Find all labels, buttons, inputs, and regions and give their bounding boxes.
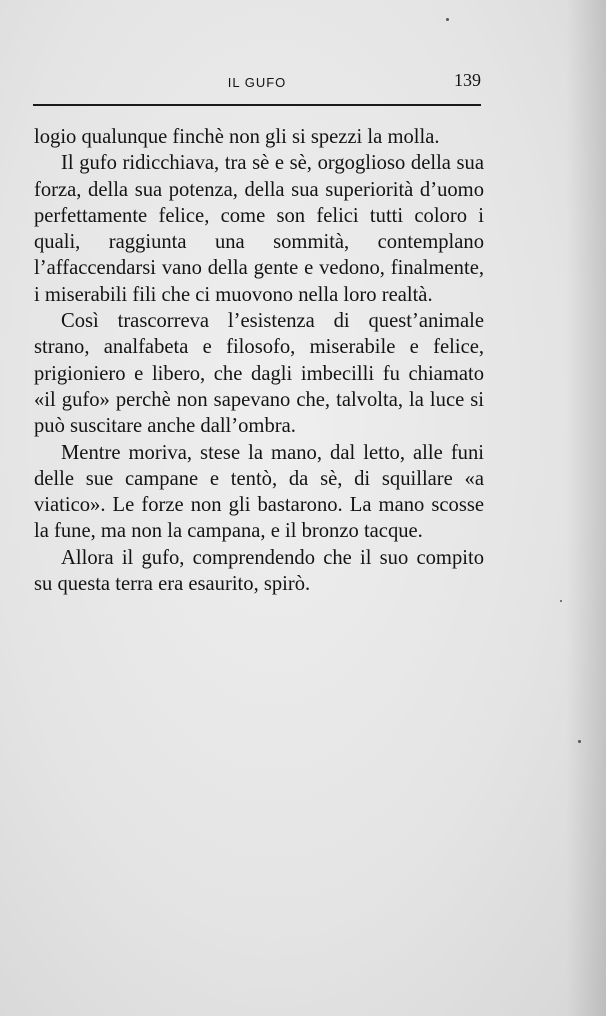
body-text	[34, 124, 484, 597]
page-header	[33, 70, 481, 96]
page-edge-shadow	[566, 0, 606, 1016]
paragraph: Mentre moriva, stese la mano, dal letto, alle funi delle sue campane e tentò, da sè, di squillare «a viatico». Le forze non gli bastarono. La mano scosse la fune, ma non la campana, e il bronzo tacque.	[34, 441, 484, 543]
running-head: IL GUFO	[227, 75, 287, 90]
header-rule	[33, 104, 481, 106]
paper-speck	[446, 18, 449, 21]
page-number: 139	[454, 70, 481, 90]
paragraph: logio qualunque finchè non gli si spezzi la molla.	[34, 126, 440, 148]
paragraph: Così trascorreva l’esistenza di quest’animale strano, analfabeta e filosofo, miserabile e felice, prigioniero e libero, che dagli imbecilli fu chiamato «il gufo» perchè non sapevano che, talvolta, la luce si può suscitare anche dall’ombra.	[34, 310, 484, 438]
paragraph: Il gufo ridicchiava, tra sè e sè, orgoglioso della sua forza, della sua potenza, della sua superiorità d’uomo perfettamente felice, come son felici tutti coloro i quali, raggiunta una sommità, contemplano l’affaccendarsi vano della gente e vedono, finalmente, i miserabili fili che ci muovono nella loro realtà.	[34, 152, 484, 306]
paper-speck	[560, 600, 562, 602]
paper-speck	[578, 740, 581, 743]
paragraph: Allora il gufo, comprendendo che il suo compito su questa terra era esaurito, spirò.	[34, 546, 484, 596]
